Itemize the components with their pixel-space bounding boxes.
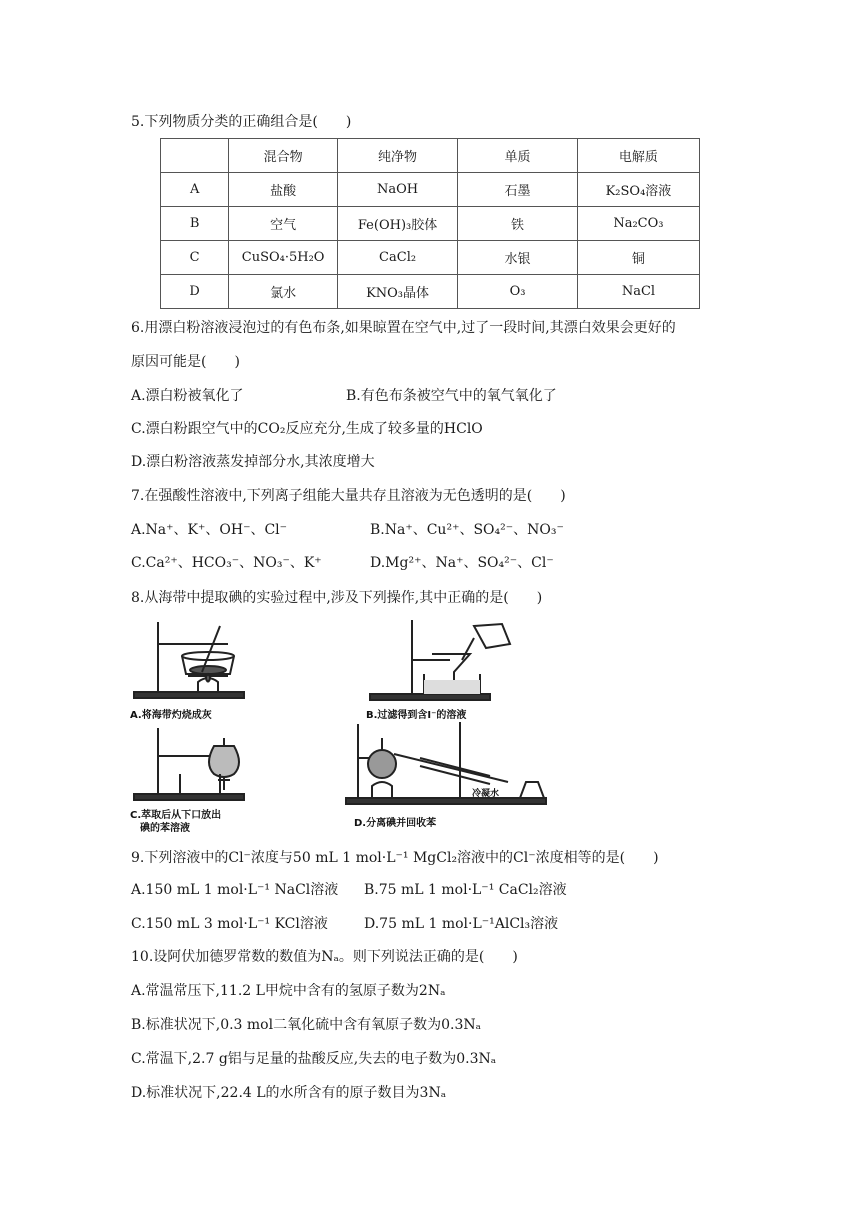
question-6-option-c: C.漂白粉跟空气中的CO₂反应充分,生成了较多量的HClO <box>131 421 483 437</box>
table-cell: D <box>161 275 229 309</box>
question-9-option-a: A.150 mL 1 mol·L⁻¹ NaCl溶液 <box>131 882 339 898</box>
table-cell: 水银 <box>458 241 578 275</box>
table-cell: 盐酸 <box>229 173 338 207</box>
question-8-stem: 8.从海带中提取碘的实验过程中,涉及下列操作,其中正确的是( ) <box>131 590 543 606</box>
table-cell: CuSO₄·5H₂O <box>229 241 338 275</box>
table-cell: 空气 <box>229 207 338 241</box>
question-9-option-d: D.75 mL 1 mol·L⁻¹AlCl₃溶液 <box>364 916 559 932</box>
question-6-stem-line1: 6.用漂白粉溶液浸泡过的有色布条,如果晾置在空气中,过了一段时间,其漂白效果会更好的 <box>131 320 676 336</box>
figure-d-distillation <box>340 718 570 832</box>
classification-table <box>160 138 700 309</box>
figure-d-water-label: 冷凝水 <box>472 789 500 799</box>
question-7-option-a: A.Na⁺、K⁺、OH⁻、Cl⁻ <box>131 522 288 538</box>
question-6-option-a: A.漂白粉被氧化了 <box>131 388 244 404</box>
table-row <box>161 173 700 207</box>
question-10-option-a: A.常温常压下,11.2 L甲烷中含有的氢原子数为2Nₐ <box>131 983 446 999</box>
table-row <box>161 207 700 241</box>
question-5-stem: 5.下列物质分类的正确组合是( ) <box>131 114 352 130</box>
table-header-cell: 混合物 <box>229 139 338 173</box>
figure-a-burning <box>128 614 278 722</box>
table-cell: NaCl <box>577 275 699 309</box>
table-header-cell: 单质 <box>458 139 578 173</box>
question-6-option-b: B.有色布条被空气中的氧气氧化了 <box>346 388 557 404</box>
table-row <box>161 275 700 309</box>
question-10-stem: 10.设阿伏加德罗常数的数值为Nₐ。则下列说法正确的是( ) <box>131 949 518 965</box>
question-7-option-c: C.Ca²⁺、HCO₃⁻、NO₃⁻、K⁺ <box>131 555 322 571</box>
question-7-option-d: D.Mg²⁺、Na⁺、SO₄²⁻、Cl⁻ <box>370 555 554 571</box>
figure-c-caption-line2: 碘的苯溶液 <box>140 823 190 834</box>
table-header-cell <box>161 139 229 173</box>
table-cell: KNO₃晶体 <box>337 275 457 309</box>
table-cell: B <box>161 207 229 241</box>
table-header-cell: 纯净物 <box>337 139 457 173</box>
question-9-option-b: B.75 mL 1 mol·L⁻¹ CaCl₂溶液 <box>364 882 567 898</box>
table-header-cell: 电解质 <box>577 139 699 173</box>
question-6-option-d: D.漂白粉溶液蒸发掉部分水,其浓度增大 <box>131 454 375 470</box>
question-10-option-d: D.标准状况下,22.4 L的水所含有的原子数目为3Nₐ <box>131 1085 447 1101</box>
figure-c-extraction <box>128 724 278 834</box>
table-cell: 氯水 <box>229 275 338 309</box>
figure-b-filtration <box>362 614 522 722</box>
table-cell: Na₂CO₃ <box>577 207 699 241</box>
table-header-row <box>161 139 700 173</box>
table-cell: K₂SO₄溶液 <box>577 173 699 207</box>
table-cell: C <box>161 241 229 275</box>
question-9-stem: 9.下列溶液中的Cl⁻浓度与50 mL 1 mol·L⁻¹ MgCl₂溶液中的Cl⁻浓度相等的是( ) <box>131 850 659 866</box>
figure-a-caption: A.将海带灼烧成灰 <box>130 710 212 721</box>
question-7-stem: 7.在强酸性溶液中,下列离子组能大量共存且溶液为无色透明的是( ) <box>131 488 566 504</box>
question-7-option-b: B.Na⁺、Cu²⁺、SO₄²⁻、NO₃⁻ <box>370 522 564 538</box>
table-cell: 铜 <box>577 241 699 275</box>
table-row <box>161 241 700 275</box>
figure-b-caption: B.过滤得到含I⁻的溶液 <box>366 710 467 721</box>
table-cell: 铁 <box>458 207 578 241</box>
table-cell: CaCl₂ <box>337 241 457 275</box>
table-cell: O₃ <box>458 275 578 309</box>
question-9-option-c: C.150 mL 3 mol·L⁻¹ KCl溶液 <box>131 916 328 932</box>
question-10-option-c: C.常温下,2.7 g铝与足量的盐酸反应,失去的电子数为0.3Nₐ <box>131 1051 497 1067</box>
table-cell: NaOH <box>337 173 457 207</box>
figure-d-caption: D.分离碘并回收苯 <box>354 818 437 829</box>
table-cell: Fe(OH)₃胶体 <box>337 207 457 241</box>
table-cell: A <box>161 173 229 207</box>
figure-c-caption-line1: C.萃取后从下口放出 <box>130 810 222 821</box>
question-6-stem-line2: 原因可能是( ) <box>131 354 240 370</box>
question-10-option-b: B.标准状况下,0.3 mol二氧化硫中含有氧原子数为0.3Nₐ <box>131 1017 481 1033</box>
table-cell: 石墨 <box>458 173 578 207</box>
